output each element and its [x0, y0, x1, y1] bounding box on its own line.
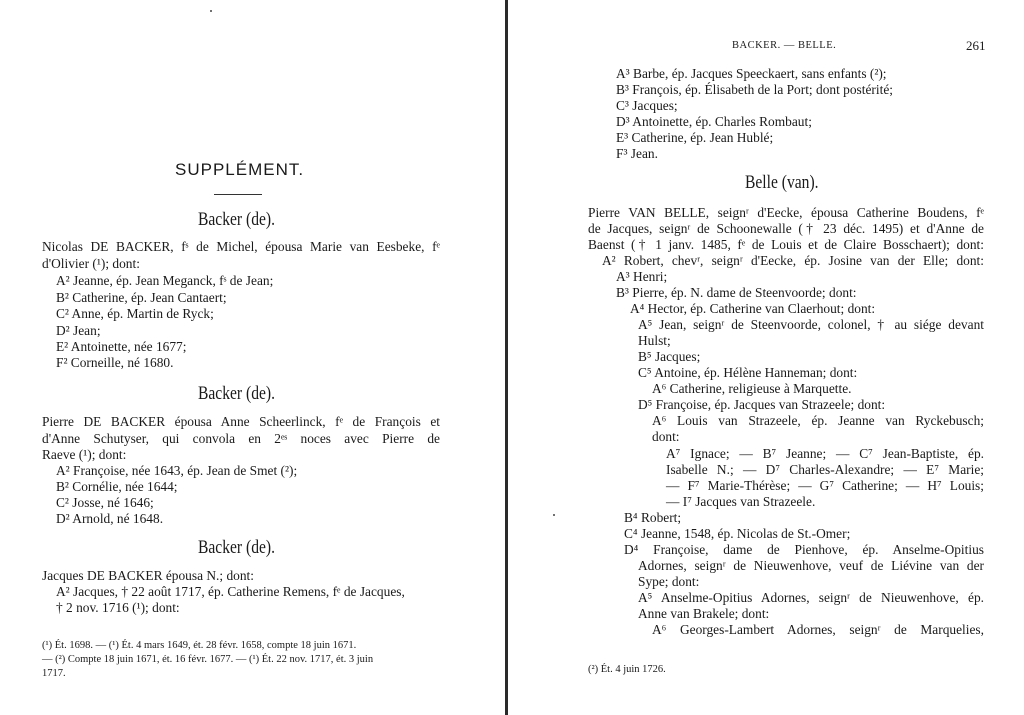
- list-item: B³ François, ép. Élisabeth de la Port; dont postérité;: [616, 82, 893, 97]
- list-item: C⁵ Antoine, ép. Hélène Hanneman; dont:: [638, 365, 858, 380]
- list-item: Isabelle N.; — D⁷ Charles-Alexandre; — E⁷ Marie;: [666, 462, 984, 477]
- list-item: D² Arnold, né 1648.: [56, 511, 164, 526]
- text-line: Pierre DE BACKER épousa Anne Scheerlinck, fᵉ de François et: [42, 414, 440, 429]
- list-item: † 2 nov. 1716 (¹); dont:: [56, 600, 180, 615]
- list-item: A⁶ Louis van Strazeele, ép. Jeanne van Ryckebusch;: [652, 413, 984, 428]
- section-heading: Backer (de).: [198, 209, 275, 230]
- list-item: D² Jean;: [56, 323, 101, 338]
- section-heading: Belle (van).: [745, 172, 819, 193]
- footnote-line: (²) Ét. 4 juin 1726.: [588, 664, 666, 675]
- footnote-line: (¹) Ét. 1698. — (¹) Ét. 4 mars 1649, ét. 28 févr. 1658, compte 18 juin 1671.: [42, 640, 357, 651]
- list-item: A² Jacques, † 22 août 1717, ép. Catherine Remens, fᵉ de Jacques,: [56, 584, 405, 599]
- section-heading: Backer (de).: [198, 383, 275, 404]
- list-item: A² Jeanne, ép. Jean Meganck, fˢ de Jean;: [56, 273, 274, 288]
- supplement-title: SUPPLÉMENT.: [175, 160, 305, 179]
- text-line: Nicolas DE BACKER, fˢ de Michel, épousa Marie van Eesbeke, fᵉ: [42, 239, 440, 254]
- list-item: F² Corneille, né 1680.: [56, 355, 174, 370]
- list-item: C² Anne, ép. Martin de Ryck;: [56, 306, 214, 321]
- list-item: A⁷ Ignace; — B⁷ Jeanne; — C⁷ Jean-Baptiste, ép.: [666, 446, 984, 461]
- list-item: D⁴ Françoise, dame de Pienhove, ép. Anselme-Opitius: [624, 542, 984, 557]
- list-item: — F⁷ Marie-Thérèse; — G⁷ Catherine; — H⁷ Louis;: [666, 478, 984, 493]
- speck: [553, 514, 555, 516]
- left-page: [0, 0, 506, 715]
- title-rule: [214, 194, 262, 195]
- list-item: Adornes, seignʳ de Nieuwenhove, veuf de Liévine van der: [638, 558, 984, 573]
- list-item: B⁴ Robert;: [624, 510, 682, 525]
- list-item: B² Cornélie, née 1644;: [56, 479, 178, 494]
- list-item: Sype; dont:: [638, 574, 700, 589]
- list-item: dont:: [652, 429, 680, 444]
- list-item: A⁵ Jean, seignʳ de Steenvoorde, colonel, † au siége devant: [638, 317, 984, 332]
- section-heading: Backer (de).: [198, 537, 275, 558]
- footnote-line: — (²) Compte 18 juin 1671, ét. 16 févr. 1677. — (¹) Ét. 22 nov. 1717, ét. 3 juin: [42, 654, 374, 665]
- list-item: F³ Jean.: [616, 146, 658, 161]
- list-item: B⁵ Jacques;: [638, 349, 701, 364]
- list-item: A⁶ Catherine, religieuse à Marquette.: [652, 381, 852, 396]
- list-item: A³ Barbe, ép. Jacques Speeckaert, sans enfants (²);: [616, 66, 887, 81]
- list-item: A⁵ Anselme-Opitius Adornes, seignʳ de Nieuwenhove, ép.: [638, 590, 984, 605]
- page-number: 261: [966, 38, 986, 53]
- text-line: Jacques DE BACKER épousa N.; dont:: [42, 568, 254, 583]
- list-item: B² Catherine, ép. Jean Cantaert;: [56, 290, 227, 305]
- list-item: C² Josse, né 1646;: [56, 495, 154, 510]
- list-item: C³ Jacques;: [616, 98, 678, 113]
- list-item: Anne van Brakele; dont:: [638, 606, 770, 621]
- list-item: E³ Catherine, ép. Jean Hublé;: [616, 130, 774, 145]
- list-item: D³ Antoinette, ép. Charles Rombaut;: [616, 114, 812, 129]
- running-header: BACKER. — BELLE.: [732, 40, 837, 51]
- list-item: — I⁷ Jacques van Strazeele.: [666, 494, 816, 509]
- text-line: d'Anne Schutyser, qui convola en 2ᵉˢ noces avec Pierre de: [42, 431, 440, 446]
- text-line: de Jacques, seignʳ de Schoonewalle († 23 déc. 1495) et d'Anne de: [588, 221, 984, 236]
- list-item: A⁶ Georges-Lambert Adornes, seignʳ de Marquelies,: [652, 622, 984, 637]
- list-item: E² Antoinette, née 1677;: [56, 339, 187, 354]
- right-page: [512, 0, 1024, 715]
- list-item: D⁵ Françoise, ép. Jacques van Strazeele; dont:: [638, 397, 886, 412]
- list-item: B³ Pierre, ép. N. dame de Steenvoorde; dont:: [616, 285, 857, 300]
- list-item: C⁴ Jeanne, 1548, ép. Nicolas de St.-Omer;: [624, 526, 851, 541]
- list-item: A² Robert, chevʳ, seignʳ d'Eecke, ép. Josine van der Elle; dont:: [602, 253, 984, 268]
- list-item: A² Françoise, née 1643, ép. Jean de Smet (²);: [56, 463, 298, 478]
- speck: [210, 10, 212, 12]
- text-line: d'Olivier (¹); dont:: [42, 256, 140, 271]
- text-line: Pierre VAN BELLE, seignʳ d'Eecke, épousa Catherine Boudens, fᵉ: [588, 205, 984, 220]
- list-item: Hulst;: [638, 333, 671, 348]
- list-item: A³ Henri;: [616, 269, 668, 284]
- text-line: Raeve (¹); dont:: [42, 447, 127, 462]
- text-line: Baenst († 1 janv. 1485, fᵉ de Louis et de Claire Bosschaert); dont:: [588, 237, 984, 252]
- footnote-line: 1717.: [42, 668, 66, 679]
- list-item: A⁴ Hector, ép. Catherine van Claerhout; dont:: [630, 301, 876, 316]
